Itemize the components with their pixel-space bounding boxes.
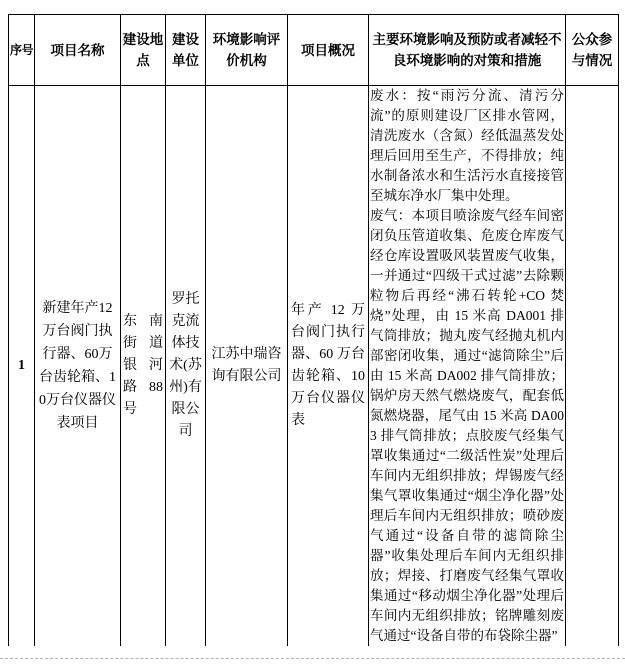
cell-public-participation <box>566 86 619 647</box>
table-row <box>9 86 619 647</box>
header-impact-measures: 主要环境影响及预防或者减轻不良环境影响的对策和措施 <box>369 15 566 86</box>
eia-notice-table <box>8 14 619 646</box>
header-row <box>9 15 619 86</box>
cell-eia-agency: 江苏中瑞咨询有限公司 <box>206 86 288 647</box>
impact-wastewater-paragraph: 废水：按“雨污分流、清污分流”的原则建设厂区排水管网，清洗废水（含氮）经低温蒸发处理后回用至生产，不得排放；纯水制备浓水和生活污水直接接管至城东净水厂集中处理。 <box>370 88 564 203</box>
document-page <box>0 14 625 664</box>
header-overview: 项目概况 <box>288 15 369 86</box>
header-project-name: 项目名称 <box>35 15 121 86</box>
header-eia-agency: 环境影响评价机构 <box>206 15 288 86</box>
impact-waste-gas-paragraph: 废气：本项目喷涂废气经车间密闭负压管道收集、危废仓库废气经仓库设置吸风装置废气收集，一并通过“四级干式过滤”去除颗粒物后再经“沸石转轮+CO 焚烧”处理，由 15 米高 DA001 排气筒排放；抛丸废气经抛丸机内部密闭收集，通过“滤筒除尘”后由 15 米高 DA002 排气筒排放；锅炉房天然气燃烧废气，配套低氮燃烧器，尾气由 15 米高 DA003 排气筒排放；点胶废气经集气罩收集通过“二级活性炭”处理后车间内无组织排放；焊锡废气经集气罩收集通过“烟尘净化器”处理后车间内无组织排放；喷砂废气通过“设备自带的滤筒除尘器”收集处理后车间内无组织排放；焊接、打磨废气经集气罩收集通过“移动烟尘净化器”处理后车间内无组织排放；铭牌雕刻废气通过“设备自带的布袋除尘器” <box>370 208 564 643</box>
page-continuation-dashed-line <box>0 658 625 659</box>
header-builder: 建设单位 <box>166 15 206 86</box>
cell-location: 东南街道银河路88号 <box>121 86 166 647</box>
header-location: 建设地点 <box>121 15 166 86</box>
header-public-participation: 公众参与情况 <box>566 15 619 86</box>
header-index: 序号 <box>9 15 35 86</box>
cell-overview: 年产 12 万台阀门执行器、60 万台齿轮箱、10 万台仪器仪表 <box>288 86 369 647</box>
cell-index: 1 <box>9 86 35 647</box>
cell-impact-measures <box>369 86 566 647</box>
cell-builder: 罗托克流体技术(苏州)有限公司 <box>166 86 206 647</box>
cell-project-name: 新建年产12万台阀门执行器、60万台齿轮箱、10万台仪器仪表项目 <box>35 86 121 647</box>
